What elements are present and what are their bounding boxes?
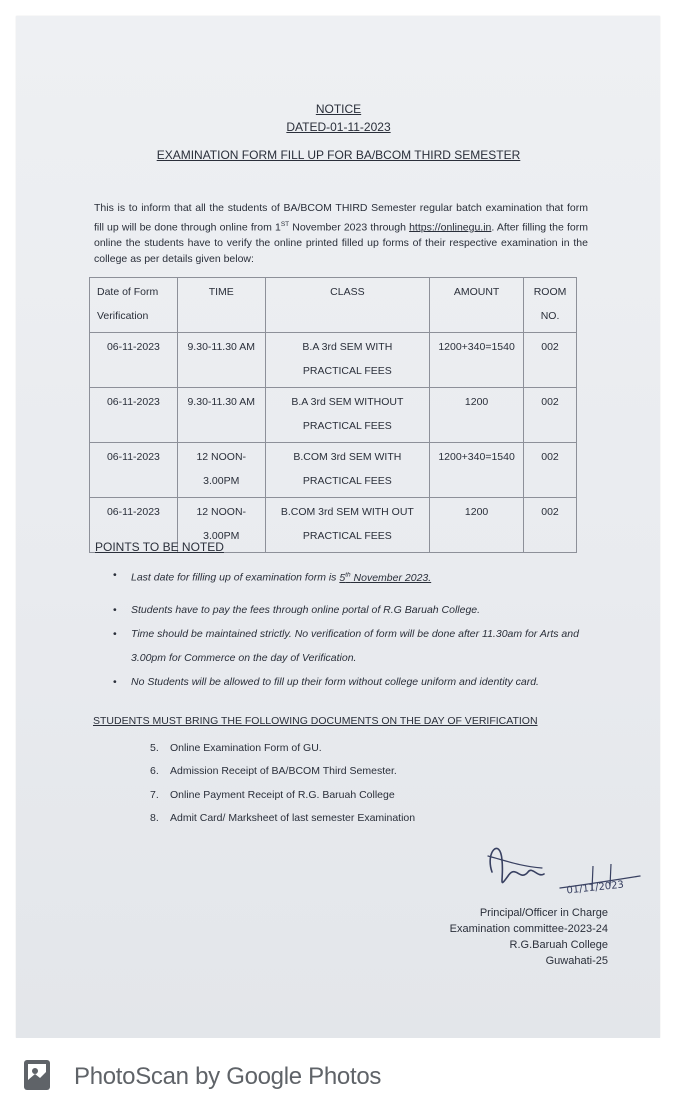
header-time: TIME [177,278,265,333]
cell-date: 06-11-2023 [90,388,178,443]
points-heading: POINTS TO BE NOTED [95,540,224,554]
documents-heading: STUDENTS MUST BRING THE FOLLOWING DOCUMENTS ON THE DAY OF VERIFICATION [93,715,538,727]
intro-paragraph: This is to inform that all the students of BA/BCOM THIRD Semester regular batch examination that form fill up will be done through online from 1ST November 2023 through https://onlinegu.in. After filling the form online the students have to verify the online printed filled up forms of their respective examination in the college as per details given below: [94,202,588,265]
notice-subject: EXAMINATION FORM FILL UP FOR BA/BCOM THIRD SEMESTER [156,148,521,162]
table-row [90,388,577,443]
list-item: • Time should be maintained strictly. No verification of form will be done after 11.30am for Arts and 3.00pm for Commerce on the day of Verification. [111,622,591,670]
cell-room: 002 [524,498,577,553]
cell-date: 06-11-2023 [90,498,178,553]
cell-class: B.A 3rd SEM WITHOUT PRACTICAL FEES [265,388,429,443]
documents-list [150,737,415,830]
photoscan-brand: PhotoScan by Google Photos [74,1063,382,1090]
cell-class: B.A 3rd SEM WITH PRACTICAL FEES [265,333,429,388]
cell-time: 12 NOON- 3.00PM [177,443,265,498]
cell-time: 9.30-11.30 AM [177,388,265,443]
list-item: 8. Admit Card/ Marksheet of last semester Examination [150,811,416,824]
cell-amount: 1200 [430,388,524,443]
signatory-block [450,905,608,969]
cell-amount: 1200 [430,498,524,553]
list-item: 6. Admission Receipt of BA/BCOM Third Semester. [150,765,397,778]
header-date: Date of Form Verification [90,278,178,333]
header-class: CLASS [265,278,429,333]
signatory-college: R.G.Baruah College [509,939,608,951]
list-item: • Students have to pay the fees through online portal of R.G Baruah College. [111,598,591,622]
header-amount: AMOUNT [430,278,524,333]
cell-class: B.COM 3rd SEM WITH OUT PRACTICAL FEES [265,498,429,553]
table-header-row [90,278,577,333]
table-row [90,443,577,498]
signatory-committee: Examination committee-2023-24 [449,923,608,935]
cell-room: 002 [524,443,577,498]
notice-date: DATED-01-11-2023 [286,120,391,134]
list-item: 7. Online Payment Receipt of R.G. Baruah College [150,788,395,801]
signatory-location: Guwahati-25 [545,955,608,967]
cell-time: 9.30-11.30 AM [177,333,265,388]
cell-amount: 1200+340=1540 [430,333,524,388]
onlinegu-link[interactable]: https://onlinegu.in [409,221,492,234]
cell-room: 002 [524,333,577,388]
cell-amount: 1200+340=1540 [430,443,524,498]
signature-date: 01/11/2023 [565,879,625,897]
handwritten-signature [480,832,650,902]
cell-class: B.COM 3rd SEM WITH PRACTICAL FEES [265,443,429,498]
points-list [111,563,591,694]
list-item: • No Students will be allowed to fill up their form without college uniform and identity card. [111,670,591,694]
verification-schedule-table [89,277,577,553]
notice-title: NOTICE [315,102,362,116]
cell-room: 002 [524,388,577,443]
cell-date: 06-11-2023 [90,443,178,498]
signatory-title: Principal/Officer in Charge [479,907,608,919]
list-item: 5. Online Examination Form of GU. [150,742,322,754]
cell-time: 12 NOON- 3.00PM [177,498,265,553]
header-room: ROOM NO. [524,278,577,333]
list-item: • Last date for filling up of examination form is 5th November 2023. [111,563,591,590]
cell-date: 06-11-2023 [90,333,178,388]
photoscan-logo-icon [22,1058,52,1092]
table-row [90,333,577,388]
